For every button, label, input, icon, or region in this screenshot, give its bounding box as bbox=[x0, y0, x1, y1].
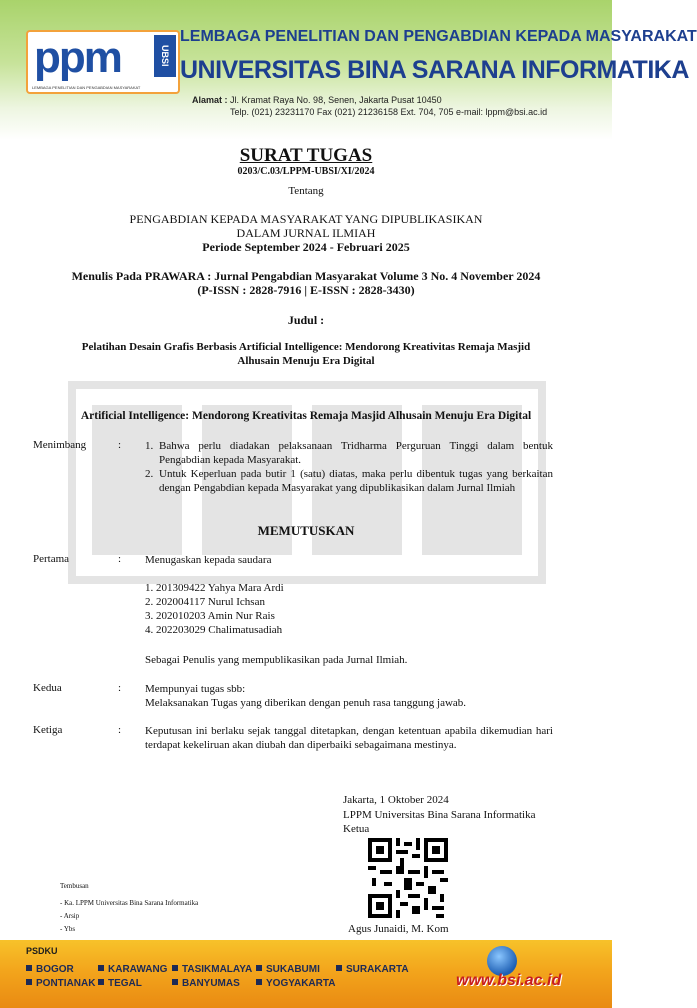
kedua-line-2: Melaksanakan Tugas yang diberikan dengan penuh rasa tanggung jawab. bbox=[145, 697, 467, 709]
city-item: PONTIANAK bbox=[26, 978, 95, 989]
city-item: SUKABUMI bbox=[256, 964, 320, 975]
psdku-heading: PSDKU bbox=[26, 946, 58, 956]
position: Ketua bbox=[343, 823, 370, 835]
subject-line-1: PENGABDIAN KEPADA MASYARAKAT YANG DIPUBLIKASIKAN bbox=[129, 212, 483, 226]
judul-line-1: Pelatihan Desain Grafis Berbasis Artificial Intelligence: Mendorong Kreativitas Remaja Masjid bbox=[81, 341, 531, 353]
item-number: 1. bbox=[145, 440, 154, 452]
member-item: 1. 201309422 Yahya Mara Ardi bbox=[145, 582, 284, 594]
document-title: SURAT TUGAS bbox=[239, 145, 373, 166]
judul-line-2: Alhusain Menuju Era Digital bbox=[237, 355, 375, 367]
kedua-label: Kedua bbox=[33, 682, 62, 694]
kedua-colon: : bbox=[118, 682, 122, 694]
ketiga-colon: : bbox=[118, 724, 122, 736]
item-text: Bahwa perlu diadakan pelaksanaan Tridharma Perguruan Tinggi dalam bentuk Pengabdian kepada Masyarakat. bbox=[159, 440, 553, 466]
city-item: TEGAL bbox=[98, 978, 142, 989]
tembusan-label: Tembusan bbox=[60, 882, 89, 890]
address-text: Jl. Kramat Raya No. 98, Senen, Jakarta Pusat 10450 bbox=[230, 95, 442, 105]
logo-text: ppm bbox=[34, 33, 121, 82]
city-item: SURAKARTA bbox=[336, 964, 409, 975]
address-block bbox=[192, 94, 547, 118]
kedua-line-1: Mempunyai tugas sbb: bbox=[145, 683, 246, 695]
member-item: 3. 202010203 Amin Nur Rais bbox=[145, 610, 275, 622]
address-label: Alamat : bbox=[192, 95, 228, 105]
city-item: KARAWANG bbox=[98, 964, 167, 975]
pertama-colon: : bbox=[118, 553, 122, 565]
publication-line-1: Menulis Pada PRAWARA : Jurnal Pengabdian Masyarakat Volume 3 No. 4 November 2024 bbox=[71, 269, 541, 283]
logo-caption: LEMBAGA PENELITIAN DAN PENGABDIAN MASYARAKAT bbox=[32, 85, 141, 90]
tembusan-item: - Ka. LPPM Universitas Bina Sarana Informatika bbox=[60, 899, 199, 907]
member-item: 4. 202203029 Chalimatusadiah bbox=[145, 624, 283, 636]
ketiga-label: Ketiga bbox=[33, 724, 63, 736]
contact-text: Telp. (021) 23231170 Fax (021) 21236158 Ext. 704, 705 e-mail: lppm@bsi.ac.id bbox=[230, 107, 548, 117]
website-link[interactable]: www.bsi.ac.id bbox=[456, 972, 562, 989]
city-item: BANYUMAS bbox=[172, 978, 240, 989]
item-number: 2. bbox=[145, 468, 154, 480]
item-text: Untuk Keperluan pada butir 1 (satu) diatas, maka perlu dibentuk tugas yang berkaitan dengan Pengabdian kepada Masyarakat yang dipublikasikan dalam Jurnal Ilmiah bbox=[159, 468, 553, 494]
lppm-logo bbox=[26, 30, 180, 94]
city-item: YOGYAKARTA bbox=[256, 978, 335, 989]
logo-badge: UBSI bbox=[154, 35, 176, 77]
pertama-role: Sebagai Penulis yang mempublikasikan pada Jurnal Ilmiah. bbox=[145, 654, 408, 666]
pertama-intro: Menugaskan kepada saudara bbox=[145, 554, 272, 566]
subtitle: Artificial Intelligence: Mendorong Kreativitas Remaja Masjid Alhusain Menuju Era Digital bbox=[80, 410, 532, 422]
city-item: BOGOR bbox=[26, 964, 74, 975]
qr-code bbox=[368, 838, 448, 918]
institution-line-2: UNIVERSITAS BINA SARANA INFORMATIKA bbox=[180, 56, 689, 84]
tentang-label: Tentang bbox=[288, 185, 324, 197]
document-number: 0203/C.03/LPPM-UBSI/XI/2024 bbox=[237, 166, 375, 177]
institution-line-1: LEMBAGA PENELITIAN DAN PENGABDIAN KEPADA MASYARAKAT bbox=[180, 28, 697, 45]
memutuskan-heading: MEMUTUSKAN bbox=[257, 523, 355, 538]
pertama-label: Pertama bbox=[33, 553, 70, 565]
menimbang-item bbox=[145, 467, 553, 495]
menimbang-colon: : bbox=[118, 439, 122, 451]
publication-line-2: (P-ISSN : 2828-7916 | E-ISSN : 2828-3430) bbox=[197, 283, 415, 297]
menimbang-item bbox=[145, 439, 553, 467]
period: Periode September 2024 - Februari 2025 bbox=[202, 240, 410, 254]
menimbang-label: Menimbang bbox=[33, 439, 87, 451]
subject-line-2: DALAM JURNAL ILMIAH bbox=[236, 226, 376, 240]
judul-label: Judul : bbox=[287, 313, 325, 327]
city-item: TASIKMALAYA bbox=[172, 964, 252, 975]
tembusan-item: - Arsip bbox=[60, 912, 80, 920]
ketiga-text: Keputusan ini berlaku sejak tanggal ditetapkan, dengan ketentuan apabila dikemudian hari terdapat kekeliruan akan diubah dan diperbaiki sebagaimana mestinya. bbox=[145, 725, 553, 751]
signer-name: Agus Junaidi, M. Kom bbox=[348, 923, 449, 935]
member-item: 2. 202004117 Nurul Ichsan bbox=[145, 596, 265, 608]
place-date: Jakarta, 1 Oktober 2024 bbox=[343, 794, 449, 806]
tembusan-item: - Ybs bbox=[60, 925, 76, 933]
organization: LPPM Universitas Bina Sarana Informatika bbox=[343, 809, 536, 821]
